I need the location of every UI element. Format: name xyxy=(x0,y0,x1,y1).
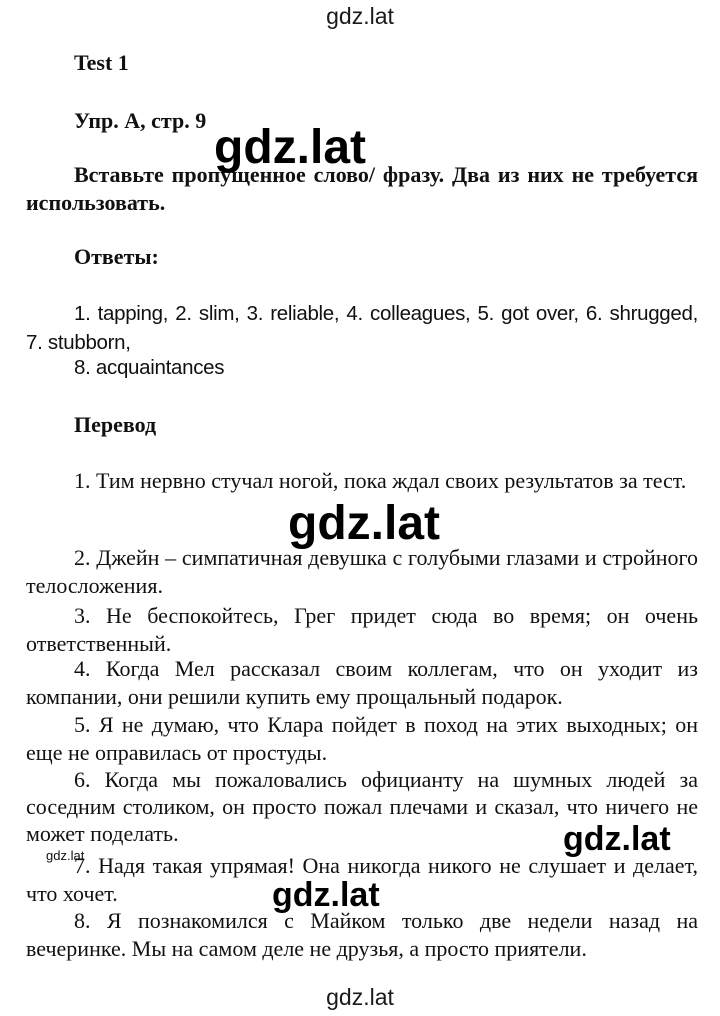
translation-item-2: 2. Джейн – симпатичная девушка с голубыми глазами и стройного телосложения. xyxy=(26,545,698,598)
watermark-top: gdz.lat xyxy=(326,3,394,29)
exercise-reference: Упр. А, стр. 9 xyxy=(74,108,207,133)
translation-item-8: 8. Я познакомился с Майком только две недели назад на вечеринке. Мы на самом деле не друзья, а просто приятели. xyxy=(26,908,698,961)
watermark-small: gdz.lat xyxy=(46,848,85,863)
watermark-bottom: gdz.lat xyxy=(326,984,394,1010)
translation-item-4: 4. Когда Мел рассказал своим коллегам, что он уходит из компании, они решили купить ему прощальный подарок. xyxy=(26,656,698,709)
watermark-large-3: gdz.lat xyxy=(563,820,671,858)
watermark-large-1: gdz.lat xyxy=(214,121,366,174)
translation-heading: Перевод xyxy=(74,412,157,437)
answers-list: 1. tapping, 2. slim, 3. reliable, 4. colleagues, 5. got over, 6. shrugged, 7. stubborn, xyxy=(26,302,698,354)
instruction-text: Вставьте пропущенное слово/ фразу. Два из них не требуется использовать. xyxy=(26,162,698,215)
translation-item-7: 7. Надя такая упрямая! Она никогда никого не слушает и делает, что хочет. xyxy=(26,853,698,906)
translation-item-5: 5. Я не думаю, что Клара пойдет в поход на этих выходных; он еще не оправилась от простуды. xyxy=(26,712,698,765)
translation-item-3: 3. Не беспокойтесь, Грег придет сюда во время; он очень ответственный. xyxy=(26,603,698,656)
translation-item-6: 6. Когда мы пожаловались официанту на шумных людей за соседним столиком, он просто пожал плечами и сказал, что ничего не может поделать. xyxy=(26,767,698,846)
translation-item-1: 1. Тим нервно стучал ногой, пока ждал своих результатов за тест. xyxy=(74,468,687,493)
test-title: Test 1 xyxy=(74,50,129,75)
answers-list-last: 8. acquaintances xyxy=(74,356,225,379)
watermark-large-4: gdz.lat xyxy=(272,876,380,914)
watermark-large-2: gdz.lat xyxy=(288,497,440,550)
answers-heading: Ответы: xyxy=(74,244,159,269)
